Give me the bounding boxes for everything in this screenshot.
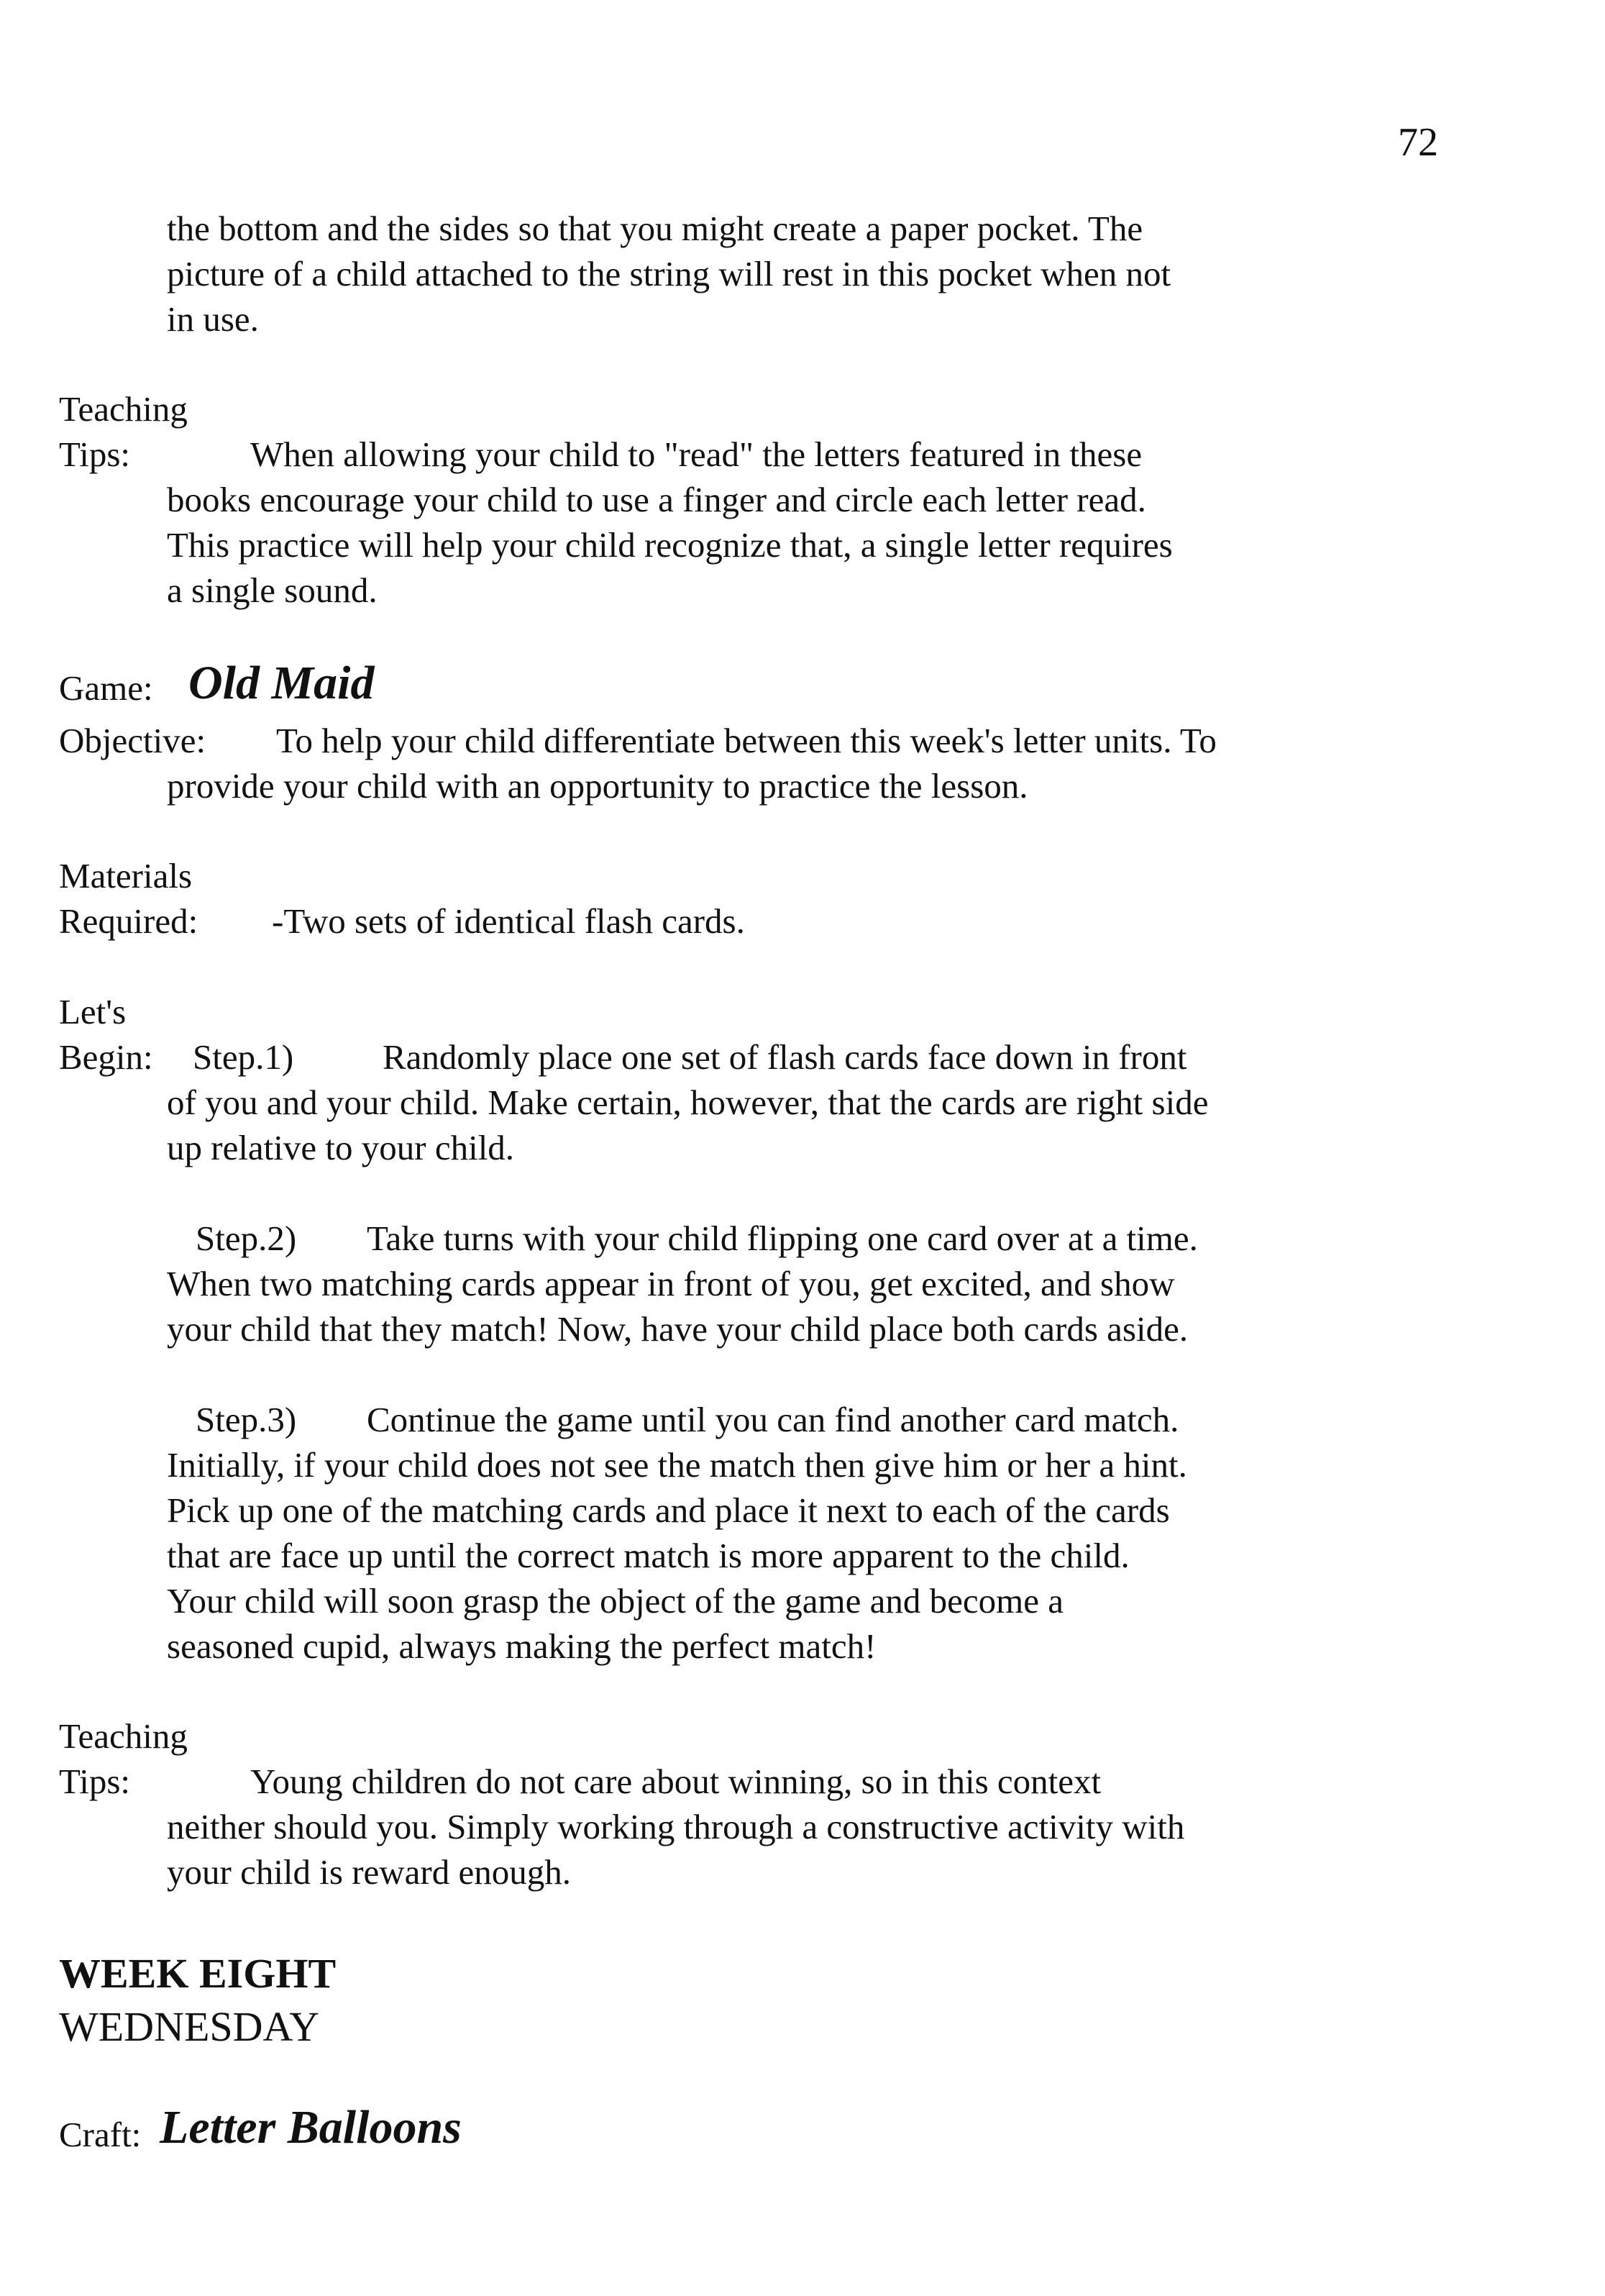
game-title: Old Maid	[188, 657, 375, 709]
body-line: When two matching cards appear in front of you, get excited, and show	[167, 1264, 1175, 1303]
materials-label: Materials	[59, 856, 193, 896]
week-heading: WEEK EIGHT	[59, 1950, 337, 1997]
body-line: Pick up one of the matching cards and place it next to each of the cards	[167, 1490, 1170, 1530]
teaching-tips-label: Tips:	[59, 1762, 131, 1801]
body-line: books encourage your child to use a finger and circle each letter read.	[167, 480, 1146, 519]
teaching-tips-label: Tips:	[59, 434, 131, 474]
materials-label: Required:	[59, 901, 198, 941]
body-line: picture of a child attached to the string will rest in this pocket when not	[167, 254, 1171, 293]
body-line: a single sound.	[167, 570, 378, 610]
body-line: When allowing your child to "read" the letters featured in these	[250, 434, 1143, 474]
teaching-tips-label: Teaching	[59, 389, 188, 429]
body-line: Continue the game until you can find another card match.	[367, 1400, 1179, 1439]
teaching-tips-label: Teaching	[59, 1716, 188, 1756]
body-line: that are face up until the correct match is more apparent to the child.	[167, 1536, 1130, 1575]
begin-label: Begin:	[59, 1037, 153, 1077]
body-line: To help your child differentiate between this week's letter units. To	[276, 721, 1217, 760]
body-line: Randomly place one set of flash cards face down in front	[383, 1037, 1187, 1077]
step-label: Step.2)	[196, 1218, 297, 1258]
body-line: Take turns with your child flipping one card over at a time.	[367, 1218, 1198, 1258]
craft-label: Craft:	[59, 2115, 142, 2154]
materials-text: -Two sets of identical flash cards.	[272, 901, 745, 941]
body-line: Young children do not care about winning, so in this context	[250, 1762, 1102, 1801]
body-line: the bottom and the sides so that you might create a paper pocket. The	[167, 209, 1143, 248]
day-heading: WEDNESDAY	[59, 2003, 319, 2050]
page-number: 72	[1398, 120, 1438, 165]
body-line: provide your child with an opportunity to practice the lesson.	[167, 766, 1028, 806]
body-line: Your child will soon grasp the object of the game and become a	[167, 1581, 1064, 1621]
game-label: Game:	[59, 668, 153, 708]
craft-title: Letter Balloons	[160, 2101, 462, 2154]
body-line: of you and your child. Make certain, however, that the cards are right side	[167, 1083, 1209, 1122]
step-label: Step.3)	[196, 1400, 297, 1439]
body-line: in use.	[167, 299, 259, 339]
begin-label: Let's	[59, 992, 127, 1031]
body-line: This practice will help your child recognize that, a single letter requires	[167, 525, 1173, 565]
body-line: your child is reward enough.	[167, 1852, 571, 1892]
body-line: neither should you. Simply working through a constructive activity with	[167, 1807, 1185, 1846]
body-line: your child that they match! Now, have your child place both cards aside.	[167, 1309, 1189, 1349]
body-line: up relative to your child.	[167, 1128, 515, 1167]
body-line: seasoned cupid, always making the perfect match!	[167, 1626, 877, 1666]
objective-label: Objective:	[59, 721, 206, 760]
body-line: Initially, if your child does not see the match then give him or her a hint.	[167, 1445, 1187, 1485]
step-label: Step.1)	[193, 1037, 294, 1077]
